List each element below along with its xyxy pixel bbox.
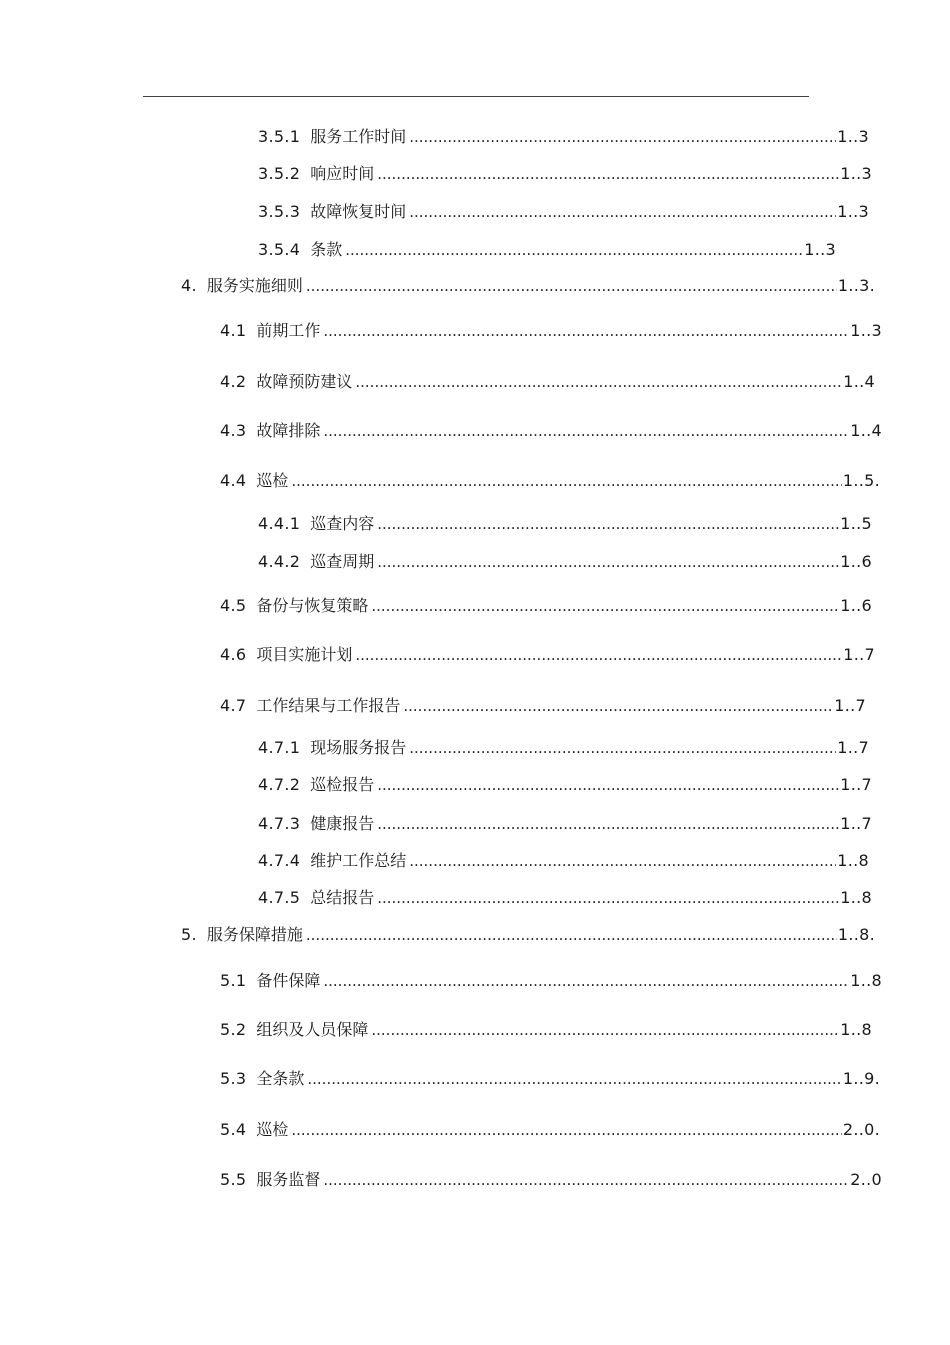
- toc-page-number: 1..7: [840, 775, 872, 794]
- toc-page-number: 1..3: [850, 321, 882, 340]
- toc-leader: [377, 164, 839, 184]
- toc-page-number: 1..3: [840, 164, 872, 183]
- toc-entry[interactable]: [258, 888, 872, 908]
- toc-leader: [409, 738, 836, 758]
- toc-page-number: 1..8: [840, 888, 872, 907]
- toc-title: 巡查内容: [310, 514, 375, 533]
- toc-entry[interactable]: [181, 276, 875, 296]
- toc-page-number: 1..3: [837, 202, 869, 221]
- toc-title: 备件保障: [256, 971, 321, 990]
- toc-leader: [355, 372, 842, 392]
- toc-leader: [377, 775, 839, 795]
- toc-title: 巡检: [256, 471, 289, 490]
- toc-title: 服务实施细则: [206, 276, 303, 295]
- toc-entry[interactable]: [220, 971, 882, 991]
- toc-entry[interactable]: [220, 321, 882, 341]
- toc-leader: [291, 1120, 842, 1140]
- toc-entry[interactable]: [258, 127, 869, 147]
- toc-number: 5.5: [220, 1170, 247, 1189]
- toc-entry[interactable]: [258, 240, 836, 260]
- toc-title: 健康报告: [310, 814, 375, 833]
- toc-title: 服务工作时间: [310, 127, 407, 146]
- toc-entry[interactable]: [258, 851, 869, 871]
- toc-entry[interactable]: [220, 1020, 872, 1040]
- toc-page-number: 1..6: [840, 596, 872, 615]
- toc-leader: [306, 925, 837, 945]
- toc-page-number: 1..8: [850, 971, 882, 990]
- toc-title: 总结报告: [310, 888, 375, 907]
- toc-number: 4.4.2: [258, 552, 301, 571]
- toc-page-number: 1..8: [840, 1020, 872, 1039]
- toc-entry[interactable]: [258, 552, 872, 572]
- toc-leader: [323, 321, 849, 341]
- toc-entry[interactable]: [220, 596, 872, 616]
- toc-entry[interactable]: [220, 1120, 880, 1140]
- toc-title: 故障排除: [256, 421, 321, 440]
- toc-entry[interactable]: [220, 372, 875, 392]
- toc-number: 4.7.1: [258, 738, 301, 757]
- toc-page-number: 1..3.: [837, 276, 875, 295]
- toc-number: 4.7.4: [258, 851, 301, 870]
- toc-number: 5.3: [220, 1069, 247, 1088]
- toc-number: 4.3: [220, 421, 247, 440]
- toc-page-number: 1..8.: [837, 925, 875, 944]
- toc-page-number: 1..7: [834, 696, 866, 715]
- toc-page-number: 1..7: [840, 814, 872, 833]
- toc-page-number: 1..7: [843, 645, 875, 664]
- toc-entry[interactable]: [258, 514, 872, 534]
- toc-title: 条款: [310, 240, 343, 259]
- toc-entry[interactable]: [220, 1170, 882, 1190]
- toc-number: 4.7.2: [258, 775, 301, 794]
- toc-entry[interactable]: [220, 696, 866, 716]
- toc-number: 4.4.1: [258, 514, 301, 533]
- toc-page-number: 1..5: [840, 514, 872, 533]
- toc-page-number: 1..3: [804, 240, 836, 259]
- toc-leader: [377, 888, 839, 908]
- toc-entry[interactable]: [220, 471, 880, 491]
- toc-leader: [371, 596, 839, 616]
- toc-title: 巡查周期: [310, 552, 375, 571]
- toc-number: 4.7.3: [258, 814, 301, 833]
- toc-leader: [409, 202, 836, 222]
- toc-entry[interactable]: [258, 164, 872, 184]
- toc-leader: [323, 971, 849, 991]
- toc-page-number: 1..4: [850, 421, 882, 440]
- toc-page-number: 1..7: [837, 738, 869, 757]
- toc-leader: [323, 1170, 849, 1190]
- toc-number: 3.5.3: [258, 202, 301, 221]
- toc-leader: [377, 514, 839, 534]
- toc-number: 4.2: [220, 372, 247, 391]
- toc-leader: [307, 1069, 842, 1089]
- toc-number: 4.: [181, 276, 197, 295]
- toc-title: 故障恢复时间: [310, 202, 407, 221]
- toc-title: 前期工作: [256, 321, 321, 340]
- toc-number: 5.1: [220, 971, 247, 990]
- toc-number: 5.: [181, 925, 197, 944]
- toc-page-number: 1..8: [837, 851, 869, 870]
- toc-number: 4.6: [220, 645, 247, 664]
- toc-entry[interactable]: [220, 645, 875, 665]
- toc-title: 巡检报告: [310, 775, 375, 794]
- toc-entry[interactable]: [258, 814, 872, 834]
- header-rule: [143, 96, 809, 97]
- toc-leader: [355, 645, 842, 665]
- toc-title: 响应时间: [310, 164, 375, 183]
- toc-page-number: 2..0.: [842, 1120, 880, 1139]
- toc-title: 服务保障措施: [206, 925, 303, 944]
- toc-number: 4.7.5: [258, 888, 301, 907]
- toc-number: 3.5.1: [258, 127, 301, 146]
- toc-page-number: 1..5.: [842, 471, 880, 490]
- toc-leader: [409, 851, 836, 871]
- toc-leader: [403, 696, 833, 716]
- toc-title: 组织及人员保障: [256, 1020, 369, 1039]
- toc-leader: [409, 127, 836, 147]
- toc-leader: [377, 552, 839, 572]
- toc-page-number: 1..3: [837, 127, 869, 146]
- toc-number: 3.5.4: [258, 240, 301, 259]
- toc-entry[interactable]: [258, 738, 869, 758]
- toc-leader: [323, 421, 849, 441]
- toc-entry[interactable]: [181, 925, 875, 945]
- toc-title: 工作结果与工作报告: [256, 696, 401, 715]
- toc-title: 备份与恢复策略: [256, 596, 369, 615]
- toc-title: 巡检: [256, 1120, 289, 1139]
- toc-entry[interactable]: [258, 202, 869, 222]
- toc-page-number: 1..4: [843, 372, 875, 391]
- toc-title: 维护工作总结: [310, 851, 407, 870]
- toc-entry[interactable]: [220, 1069, 880, 1089]
- toc-number: 4.1: [220, 321, 247, 340]
- toc-title: 故障预防建议: [256, 372, 353, 391]
- toc-number: 4.5: [220, 596, 247, 615]
- toc-title: 全条款: [256, 1069, 305, 1088]
- toc-title: 现场服务报告: [310, 738, 407, 757]
- toc-leader: [345, 240, 803, 260]
- toc-page-number: 2..0: [850, 1170, 882, 1189]
- toc-title: 项目实施计划: [256, 645, 353, 664]
- toc-entry[interactable]: [220, 421, 882, 441]
- toc-leader: [291, 471, 842, 491]
- toc-number: 4.4: [220, 471, 247, 490]
- toc-leader: [306, 276, 837, 296]
- toc-number: 3.5.2: [258, 164, 301, 183]
- toc-entry[interactable]: [258, 775, 872, 795]
- toc-page-number: 1..6: [840, 552, 872, 571]
- toc-number: 4.7: [220, 696, 247, 715]
- toc-leader: [377, 814, 839, 834]
- toc-page-number: 1..9.: [842, 1069, 880, 1088]
- toc-number: 5.2: [220, 1020, 247, 1039]
- toc-number: 5.4: [220, 1120, 247, 1139]
- toc-leader: [371, 1020, 839, 1040]
- toc-title: 服务监督: [256, 1170, 321, 1189]
